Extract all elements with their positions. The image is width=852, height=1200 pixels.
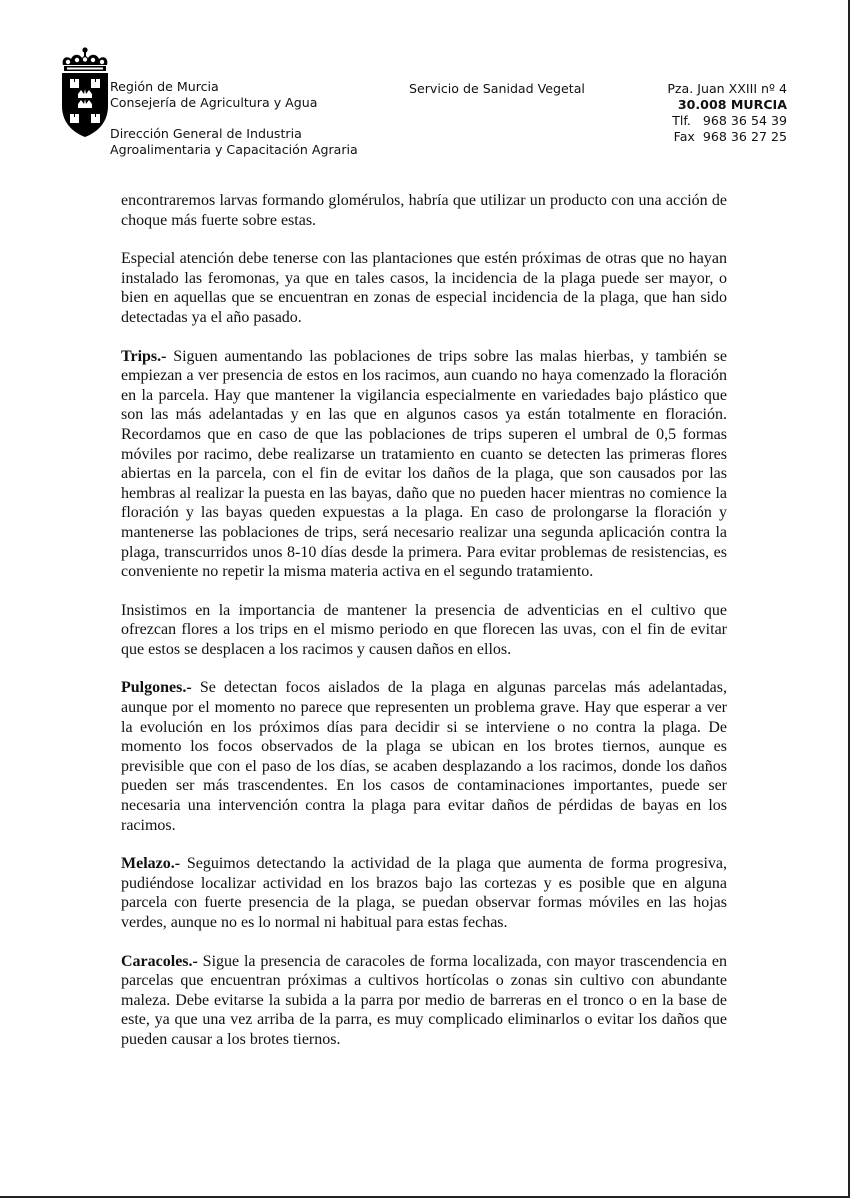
paragraph-feromonas: Especial atención debe tenerse con las plantaciones que estén próximas de otras que no hayan instalado las feromonas, ya que en tales casos, la incidencia de la plaga puede ser mayor, o bien en aquellas que se encuentran en zonas de especial incidencia de la plaga, que han sido detectadas ya el año pasado.	[121, 250, 727, 326]
section-text-melazo: Seguimos detectando la actividad de la plaga que aumenta de forma progresiva, pudiéndose localizar actividad en los brazos bajo las cortezas y es posible que en alguna parcela con fuerte presencia de la plaga, se puedan observar formas móviles en las hojas verdes, aunque no es lo normal ni habitual para estas fechas.	[121, 855, 727, 931]
street-address: Pza. Juan XXIII nº 4	[667, 81, 787, 96]
contact-address	[600, 81, 787, 145]
fax-number: Fax 968 36 27 25	[673, 129, 787, 144]
region-name: Región de Murcia	[110, 79, 219, 94]
section-trips	[121, 347, 727, 582]
phone-number: Tlf. 968 36 54 39	[672, 113, 787, 128]
section-heading-trips: Trips.-	[121, 347, 167, 365]
coat-of-arms-icon	[60, 46, 110, 138]
section-caracoles	[121, 952, 727, 1050]
section-text-caracoles: Sigue la presencia de caracoles de forma localizada, con mayor trascendencia en parcelas que encuentran próximas a cultivos hortícolas o zonas sin cultivo con abundante maleza. Debe evitarse la subida a la parra por medio de barreras en el tronco o en la base de este, ya que una vez arriba de la parra, es muy complicado eliminarlos o evitar los daños que pueden causar a los brotes tiernos.	[121, 952, 727, 1048]
section-heading-pulgones: Pulgones.-	[121, 679, 192, 697]
paragraph-adventicias: Insistimos en la importancia de mantener la presencia de adventicias en el cultivo que ofrezcan flores a los trips en el mismo periodo en que florecen las uvas, con el fin de evitar que estos se desplacen a los racimos y causen daños en ellos.	[121, 601, 727, 658]
service-name: Servicio de Sanidad Vegetal	[409, 81, 585, 96]
directorate-name	[110, 126, 358, 158]
directorate-line-2: Agroalimentaria y Capacitación Agraria	[110, 142, 358, 157]
directorate-line-1: Dirección General de Industria	[110, 126, 302, 141]
section-text-pulgones: Se detectan focos aislados de la plaga en algunas parcelas más adelantadas, aunque por el momento no parece que representen un problema grave. Hay que esperar a ver la evolución en los próximos días para decidir si se interviene o no contra la plaga. De momento los focos observados de la plaga se ubican en los brotes tiernos, aunque es previsible que con el paso de los días, se acaben desplazando a los racimos, donde los daños pueden ser más trascendentes. En los casos de contaminaciones importantes, puede ser necesaria una intervención contra la plaga para evitar daños de pérdidas de bayas en los racimos.	[121, 679, 727, 834]
department-name: Consejería de Agricultura y Agua	[110, 95, 318, 110]
postal-city: 30.008 MURCIA	[677, 97, 787, 112]
document-body	[121, 191, 727, 1069]
paragraph-larvas: encontraremos larvas formando glomérulos, habría que utilizar un producto con una acción de choque más fuerte sobre estas.	[121, 192, 727, 229]
section-melazo	[121, 854, 727, 932]
section-heading-caracoles: Caracoles.-	[121, 952, 198, 970]
organization-name	[110, 79, 317, 111]
section-heading-melazo: Melazo.-	[121, 855, 181, 873]
section-text-trips: Siguen aumentando las poblaciones de trips sobre las malas hierbas, y también se empiezan a ver presencia de estos en los racimos, aun cuando no haya comenzado la floración en la parcela. Hay que mantener la vigilancia especialmente en variedades bajo plástico que son las más adelantadas y en las que en algunos casos ya están totalmente en floración. Recordamos que en caso de que las poblaciones de trips superen el umbral de 0,5 formas móviles por racimo, debe realizarse un tratamiento en cuanto se detecten las primeras flores abiertas en la parcela, con el fin de evitar los daños de la plaga, que son causados por las hembras al realizar la puesta en las bayas, daño que no pueden hacer mientras no comience la floración y las bayas queden expuestas a la plaga. En caso de prolongarse la floración y mantenerse las poblaciones de trips, será necesario realizar una segunda aplicación contra la plaga, transcurridos unos 8-10 días desde la primera. Para evitar problemas de resistencias, es conveniente no repetir la misma materia activa en el segundo tratamiento.	[121, 347, 727, 581]
section-pulgones	[121, 678, 727, 835]
